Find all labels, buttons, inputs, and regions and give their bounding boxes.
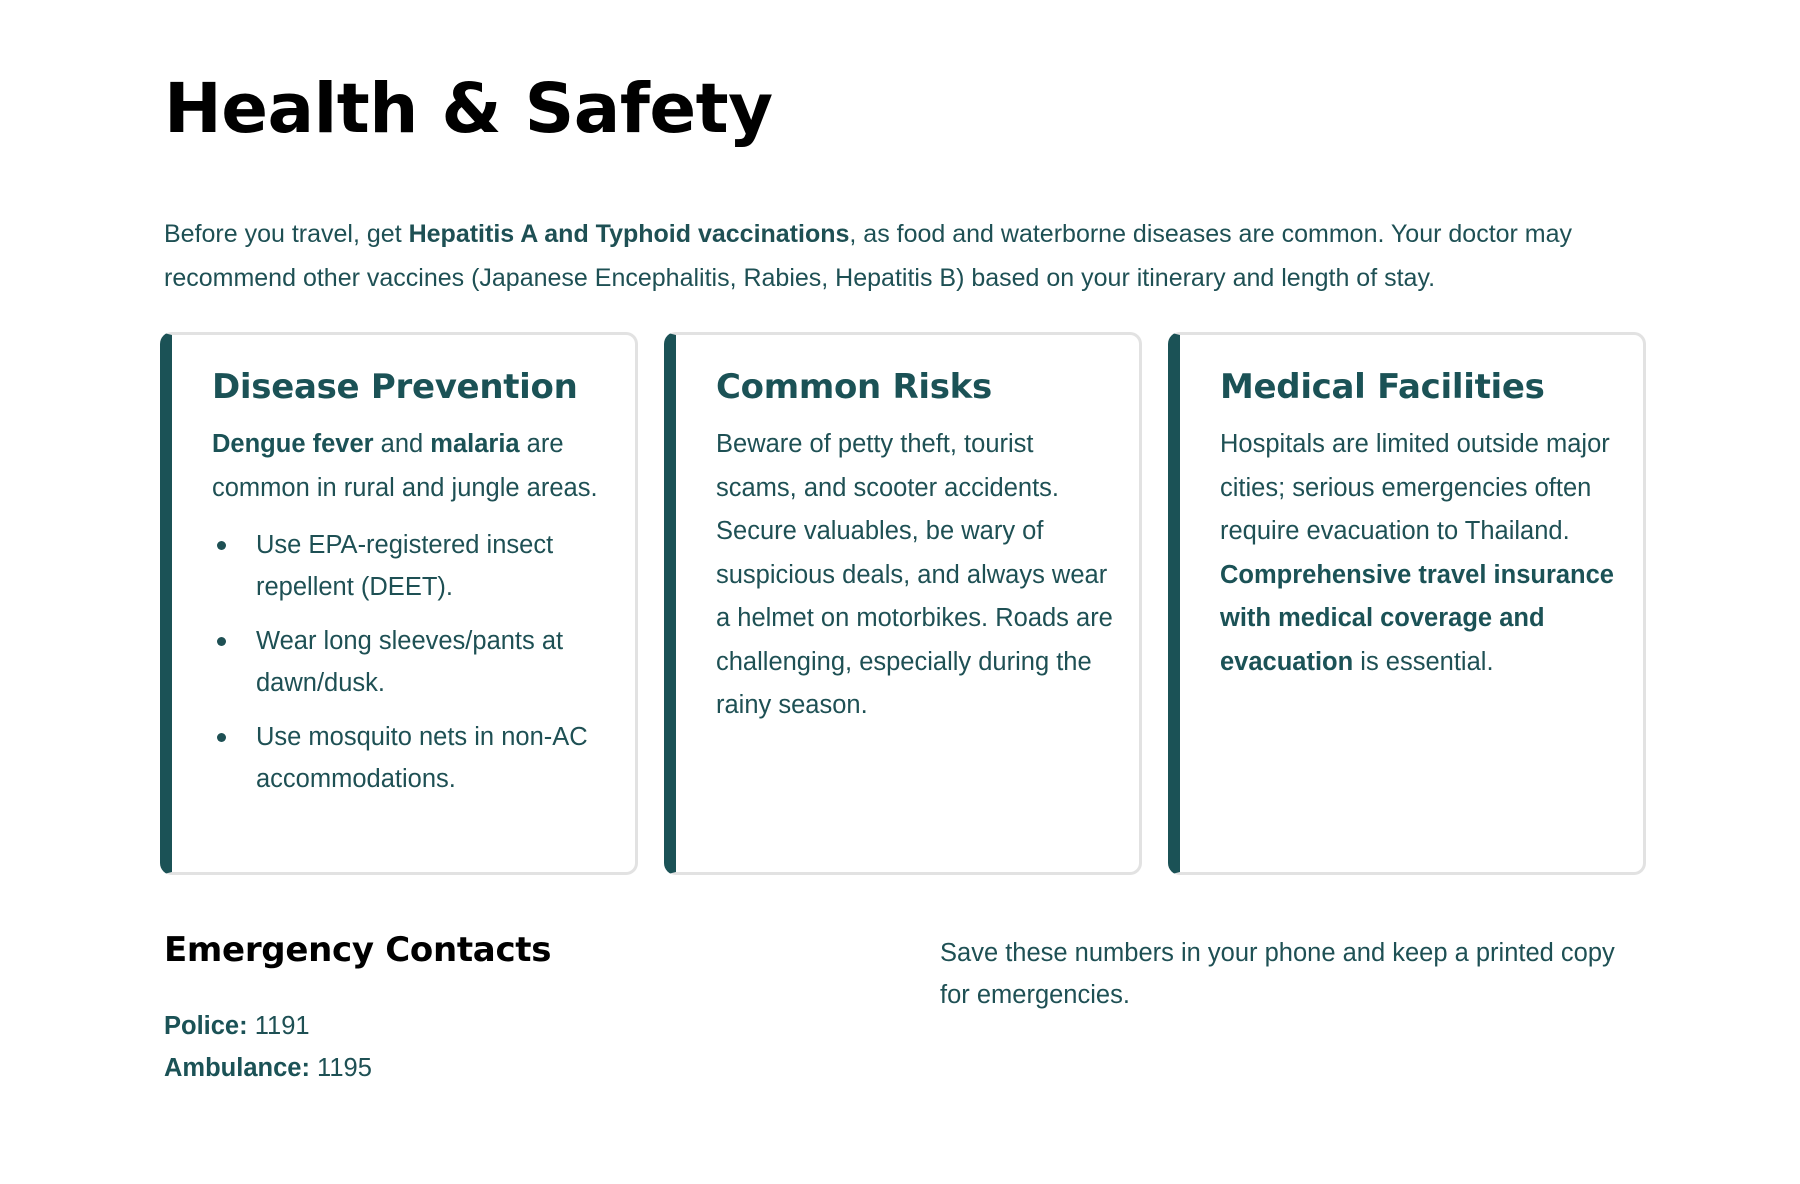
disease-text-rest: are common in rural and jungle areas. bbox=[212, 430, 598, 502]
intro-vaccination-highlight: Hepatitis A and Typhoid vaccinations bbox=[408, 220, 850, 248]
contact-label: Ambulance: bbox=[164, 1054, 310, 1082]
emergency-contacts-title: Emergency Contacts bbox=[164, 930, 552, 970]
list-item bbox=[212, 620, 609, 704]
list-item-text: Use EPA-registered insect repellent (DEET). bbox=[256, 531, 554, 602]
malaria-highlight: malaria bbox=[430, 430, 520, 459]
medical-facilities-title: Medical Facilities bbox=[1220, 367, 1545, 407]
dengue-highlight: Dengue fever bbox=[212, 430, 374, 459]
page-title: Health & Safety bbox=[164, 69, 773, 149]
contact-label: Police: bbox=[164, 1012, 248, 1040]
bullet-icon bbox=[217, 541, 226, 550]
list-item-text: Use mosquito nets in non-AC accommodations. bbox=[256, 723, 588, 794]
disease-prevention-text bbox=[212, 423, 609, 510]
save-numbers-note: Save these numbers in your phone and keep a printed copy for emergencies. bbox=[940, 939, 1615, 1009]
medical-text-end: is essential. bbox=[1353, 647, 1494, 676]
list-item bbox=[212, 716, 609, 800]
disease-prevention-card bbox=[160, 332, 638, 875]
common-risks-title: Common Risks bbox=[716, 367, 992, 407]
intro-paragraph bbox=[164, 212, 1654, 300]
intro-text-end: , as food and waterborne diseases are common. Your doctor may recommend other vaccines (Japanese Encephalitis, Rabies, Hepatitis B) based on your itinerary and length of stay. bbox=[164, 220, 1573, 292]
insurance-highlight: Comprehensive travel insurance with medical coverage and evacuation bbox=[1220, 560, 1614, 676]
medical-facilities-text bbox=[1220, 423, 1617, 684]
prevention-list bbox=[212, 524, 609, 800]
bullet-icon bbox=[217, 637, 226, 646]
contact-police bbox=[164, 1008, 310, 1044]
contact-number: 1195 bbox=[317, 1054, 372, 1082]
contact-number: 1191 bbox=[254, 1012, 310, 1040]
intro-text-start: Before you travel, get bbox=[164, 220, 409, 248]
bullet-icon bbox=[217, 733, 226, 742]
disease-text-and: and bbox=[373, 430, 431, 459]
medical-text-start: Hospitals are limited outside major cities; serious emergencies often require evacuation to Thailand. bbox=[1220, 430, 1610, 546]
disease-prevention-title: Disease Prevention bbox=[212, 367, 578, 407]
common-risks-text: Beware of petty theft, tourist scams, and scooter accidents. Secure valuables, be wary of suspicious deals, and always wear a helmet on motorbikes. Roads are challenging, especially during the rainy season. bbox=[716, 430, 1113, 720]
list-item-text: Wear long sleeves/pants at dawn/dusk. bbox=[256, 627, 564, 698]
medical-facilities-card bbox=[1168, 332, 1646, 875]
contact-ambulance bbox=[164, 1050, 372, 1086]
list-item bbox=[212, 524, 609, 608]
common-risks-card bbox=[664, 332, 1142, 875]
